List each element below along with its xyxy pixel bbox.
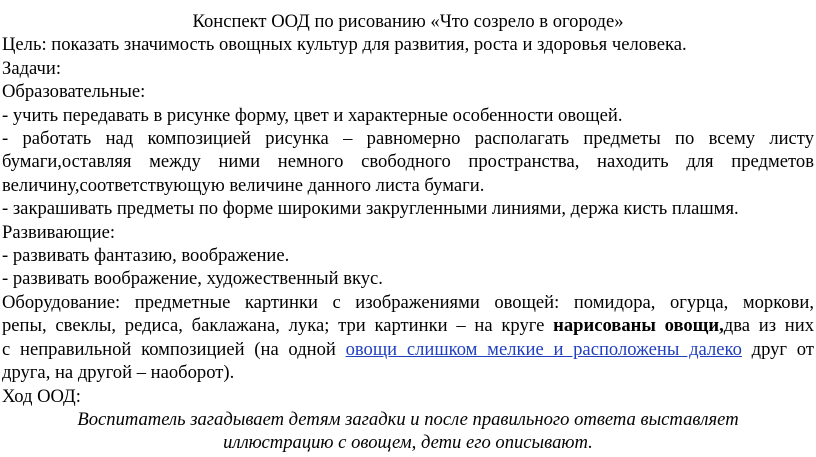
developing-item-1: - развивать фантазию, воображение. [2,245,290,267]
equipment-line-1: Оборудование: предметные картинки с изображениями овощей: помидора, огурца, моркови, [2,291,814,313]
educational-item-2-line-2: бумаги,оставляя между ними немного свободного пространства, находить для предметов [2,151,814,173]
equipment-line-2 [2,314,814,337]
tasks-heading: Задачи: [2,57,62,79]
equipment-line-3 [2,338,814,361]
educational-item-1: - учить передавать в рисунке форму, цвет и характерные особенности овощей. [2,104,623,126]
educational-item-2-line-1: - работать над композицией рисунка – равномерно располагать предметы по всему листу [2,128,814,150]
developing-item-2: - развивать воображение, художественный вкус. [2,268,383,290]
educational-heading: Образовательные: [2,81,146,103]
equipment-line-3-text: с неправильной композицией (на одной [2,338,346,360]
equipment-link[interactable]: овощи слишком мелкие и расположены далеко [345,338,742,360]
educational-item-3: - закрашивать предметы по форме широкими закругленными линиями, держа кисть плашмя. [2,198,739,220]
equipment-line-2-text: репы, свеклы, редиса, баклажана, лука; три картинки – на круге [2,315,554,337]
document-title: Конспект ООД по рисованию «Что созрело в огороде» [192,11,624,32]
progress-heading: Ход ООД: [2,385,81,407]
progress-line-1: Воспитатель загадывает детям загадки и после правильного ответа выставляет [77,408,739,430]
goal-text: Цель: показать значимость овощных культур для развития, роста и здоровья человека. [2,34,687,56]
developing-heading: Развивающие: [2,221,116,243]
equipment-line-2-end: два из них [723,315,814,337]
educational-item-2-line-3: величину,соответствующую величине данного листа бумаги. [2,174,485,196]
equipment-line-3-end: друг от [741,338,814,360]
equipment-line-4: друга, на другой – наоборот). [2,362,235,384]
equipment-bold-phrase: нарисованы овощи, [553,315,724,337]
progress-line-2: иллюстрацию с овощем, дети его описывают. [223,432,593,454]
